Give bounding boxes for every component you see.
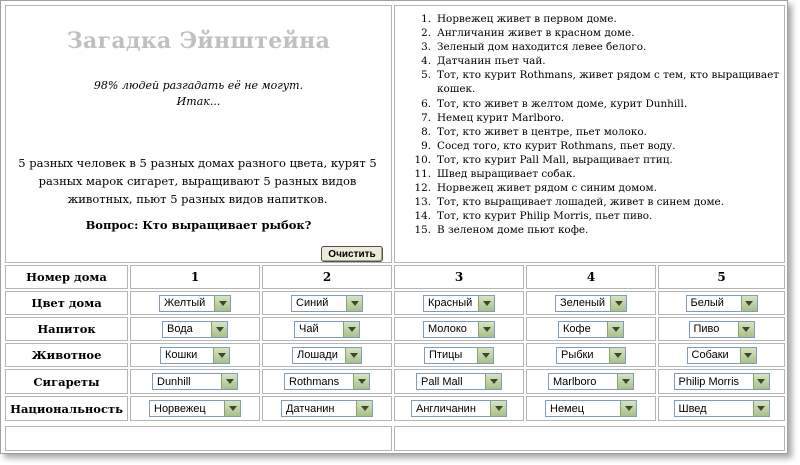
answer-select[interactable]: [281, 400, 373, 417]
row-label-cell: [5, 317, 128, 341]
clue-text: Тот, кто живет в желтом доме, курит Dunhill.: [437, 97, 688, 110]
select-value: Philip Morris: [678, 375, 740, 388]
chevron-down-icon[interactable]: [740, 348, 756, 363]
chevron-down-icon[interactable]: [617, 374, 633, 389]
select-value: Немец: [550, 402, 585, 415]
grid-cell: [658, 317, 785, 341]
clue-item: [409, 209, 779, 223]
select-value: Птицы: [429, 349, 463, 361]
column-header: [130, 265, 260, 289]
clue-item: [409, 54, 779, 68]
answer-select[interactable]: [556, 347, 626, 364]
clue-number: 15.: [414, 224, 431, 237]
grid-cell: [658, 291, 785, 315]
chevron-down-icon[interactable]: [485, 374, 501, 389]
clue-text: Тот, кто курит Pall Mall, выращивает птиц.: [437, 153, 673, 166]
answer-select[interactable]: [423, 321, 495, 338]
select-value: Швед: [678, 402, 707, 415]
select-value: Dunhill: [157, 375, 191, 388]
grid-cell: [526, 343, 656, 367]
column-header-label: 4: [586, 270, 596, 284]
clue-number: 11.: [414, 168, 431, 181]
select-value: Норвежец: [154, 402, 206, 415]
footer-right: [394, 426, 785, 451]
select-value: Кофе: [563, 323, 591, 335]
answer-select[interactable]: [555, 295, 627, 312]
clue-item: [409, 223, 779, 237]
chevron-down-icon[interactable]: [221, 374, 237, 389]
select-value: Кошки: [165, 349, 198, 361]
header-cell-house-number: [5, 265, 128, 289]
clue-item: [409, 97, 779, 111]
clue-item: [409, 111, 779, 125]
subtitle: [6, 78, 391, 110]
clue-text: Норвежец живет в первом доме.: [437, 13, 617, 25]
grid-cell: [658, 396, 785, 421]
column-header: [526, 265, 656, 289]
answer-select[interactable]: [674, 373, 770, 390]
subtitle-line-2: Итак...: [176, 95, 221, 108]
grid-cell: [262, 343, 392, 367]
answer-select[interactable]: [411, 400, 507, 417]
clue-text: Сосед того, кто курит Rothmans, пьет воду.: [437, 139, 676, 152]
grid-cell: [130, 369, 260, 394]
row-label: Напиток: [37, 322, 96, 336]
answer-select[interactable]: [686, 295, 758, 312]
answer-select[interactable]: [294, 321, 360, 338]
answer-select[interactable]: [160, 347, 230, 364]
clue-item: [409, 139, 779, 153]
clue-text: Норвежец живет рядом с синим домом.: [437, 182, 657, 195]
select-value: Белый: [690, 297, 724, 309]
subtitle-line-1: 98% людей разгадать её не могут.: [93, 79, 304, 92]
select-value: Лошади: [297, 349, 338, 361]
select-value: Молоко: [428, 323, 467, 335]
chevron-down-icon[interactable]: [607, 322, 623, 337]
clue-item: [409, 125, 779, 139]
select-value: Англичанин: [416, 402, 476, 415]
answer-select[interactable]: [424, 347, 494, 364]
row-label: Сигареты: [33, 374, 100, 389]
clue-number: 6.: [421, 97, 431, 110]
clue-item: [409, 153, 779, 167]
row-label: Цвет дома: [31, 296, 102, 310]
answer-select[interactable]: [416, 373, 502, 390]
select-value: Рыбки: [561, 349, 594, 361]
clue-number: 3.: [421, 41, 431, 54]
chevron-down-icon[interactable]: [214, 296, 230, 311]
select-value: Красный: [428, 297, 473, 309]
chevron-down-icon[interactable]: [356, 401, 372, 416]
row-label-cell: [5, 396, 128, 421]
clue-text: Англичанин живет в красном доме.: [437, 27, 635, 40]
clue-text: Датчанин пьет чай.: [437, 55, 546, 68]
select-value: Чай: [299, 323, 319, 335]
answer-select[interactable]: [284, 373, 370, 390]
select-value: Зеленый: [560, 297, 606, 309]
grid-cell: [130, 291, 260, 315]
chevron-down-icon[interactable]: [477, 348, 493, 363]
column-header-label: 1: [190, 270, 200, 284]
clue-number: 13.: [414, 196, 431, 209]
clue-text: Тот, кто курит Philip Morris, пьет пиво.: [437, 210, 653, 223]
clue-item: [409, 195, 779, 209]
column-header-label: 5: [717, 270, 726, 284]
chevron-down-icon[interactable]: [753, 374, 769, 389]
chevron-down-icon[interactable]: [609, 348, 625, 363]
grid-cell: [526, 396, 656, 421]
answer-select[interactable]: [292, 347, 362, 364]
grid-cell: [658, 343, 785, 367]
chevron-down-icon[interactable]: [353, 374, 369, 389]
clue-number: 4.: [421, 55, 431, 68]
chevron-down-icon[interactable]: [478, 322, 494, 337]
house-number-label: Номер дома: [26, 270, 107, 284]
clue-number: 1.: [421, 13, 431, 25]
grid-cell: [262, 396, 392, 421]
clue-number: 8.: [421, 125, 431, 138]
grid-cell: [394, 317, 524, 341]
answer-select[interactable]: [159, 295, 231, 312]
select-value: Собаки: [691, 349, 729, 361]
answer-select[interactable]: [548, 373, 634, 390]
clue-text: В зеленом доме пьют кофе.: [437, 224, 589, 237]
clue-text: Тот, кто выращивает лошадей, живет в синем доме.: [437, 196, 725, 209]
answer-select[interactable]: [149, 400, 241, 417]
puzzle-description: 5 разных человек в 5 разных домах разного цвета, курят 5 разных марок сигарет, выращивают 5 разных видов животных, пьют 5 разных видов напитков.: [18, 156, 377, 206]
select-value: Синий: [296, 297, 329, 309]
answer-select[interactable]: [689, 321, 755, 338]
chevron-down-icon[interactable]: [343, 322, 359, 337]
grid-cell: [262, 369, 392, 394]
answer-select[interactable]: [545, 400, 637, 417]
answer-select[interactable]: [291, 295, 363, 312]
clue-text: Зеленый дом находится левее белого.: [437, 41, 647, 54]
grid-cell: [262, 291, 392, 315]
row-label: Животное: [31, 348, 102, 362]
clue-text: Тот, кто курит Rothmans, живет рядом с тем, кто выращивает кошек.: [437, 69, 779, 96]
chevron-down-icon[interactable]: [753, 401, 769, 416]
page-title: Загадка Эйнштейна: [66, 28, 331, 54]
clue-text: Швед выращивает собак.: [437, 168, 576, 181]
clue-number: 5.: [421, 69, 431, 82]
answer-select[interactable]: [162, 321, 228, 338]
clue-text: Немец курит Marlboro.: [437, 111, 565, 124]
chevron-down-icon[interactable]: [620, 401, 636, 416]
clue-number: 14.: [414, 210, 431, 223]
grid-cell: [658, 369, 785, 394]
grid-cell: [130, 317, 260, 341]
grid-cell: [394, 396, 524, 421]
chevron-down-icon[interactable]: [224, 401, 240, 416]
clue-item: [409, 68, 779, 96]
chevron-down-icon[interactable]: [346, 296, 362, 311]
select-value: Желтый: [164, 297, 206, 309]
grid-cell: [526, 317, 656, 341]
chevron-down-icon[interactable]: [610, 296, 626, 311]
clues-panel: [394, 5, 785, 263]
chevron-down-icon[interactable]: [211, 322, 227, 337]
clues-list: [409, 12, 779, 238]
select-value: Pall Mall: [421, 375, 463, 388]
column-header-label: 3: [454, 270, 464, 284]
answer-select[interactable]: [423, 295, 495, 312]
clue-item: [409, 40, 779, 54]
clue-number: 12.: [414, 182, 431, 195]
select-value: Датчанин: [286, 402, 335, 415]
clue-item: [409, 181, 779, 195]
row-label-cell: [5, 369, 128, 394]
clear-button[interactable]: Очистить: [321, 246, 383, 262]
answer-select[interactable]: [674, 400, 770, 417]
clue-item: [409, 26, 779, 40]
chevron-down-icon[interactable]: [741, 296, 757, 311]
clue-text: Тот, кто живет в центре, пьет молоко.: [437, 125, 647, 138]
column-header: [394, 265, 524, 289]
grid-cell: [262, 317, 392, 341]
row-label-cell: [5, 291, 128, 315]
answer-select[interactable]: [687, 347, 757, 364]
column-header-label: 2: [322, 270, 332, 284]
chevron-down-icon[interactable]: [738, 322, 754, 337]
select-value: Rothmans: [289, 375, 340, 388]
answer-select[interactable]: [558, 321, 624, 338]
clue-number: 9.: [421, 139, 431, 152]
select-value: Marlboro: [553, 375, 597, 388]
answer-select[interactable]: [152, 373, 238, 390]
clue-number: 10.: [414, 153, 431, 166]
puzzle-question: Вопрос: Кто выращивает рыбок?: [85, 218, 312, 232]
grid-cell: [394, 343, 524, 367]
grid-cell: [130, 343, 260, 367]
grid-cell: [526, 291, 656, 315]
chevron-down-icon[interactable]: [478, 296, 494, 311]
footer-left: [5, 426, 392, 451]
chevron-down-icon[interactable]: [213, 348, 229, 363]
clue-number: 2.: [421, 27, 431, 40]
column-header: [262, 265, 392, 289]
row-label-cell: [5, 343, 128, 367]
grid-cell: [394, 369, 524, 394]
grid-cell: [394, 291, 524, 315]
grid-cell: [130, 396, 260, 421]
grid-cell: [526, 369, 656, 394]
select-value: Пиво: [693, 323, 720, 335]
select-value: Вода: [167, 323, 193, 335]
column-header: [658, 265, 785, 289]
chevron-down-icon[interactable]: [490, 401, 506, 416]
intro-panel: [5, 5, 392, 263]
clue-item: [409, 12, 779, 26]
chevron-down-icon[interactable]: [345, 348, 361, 363]
row-label: Национальность: [10, 401, 123, 416]
clue-item: [409, 167, 779, 181]
clue-number: 7.: [421, 111, 431, 124]
